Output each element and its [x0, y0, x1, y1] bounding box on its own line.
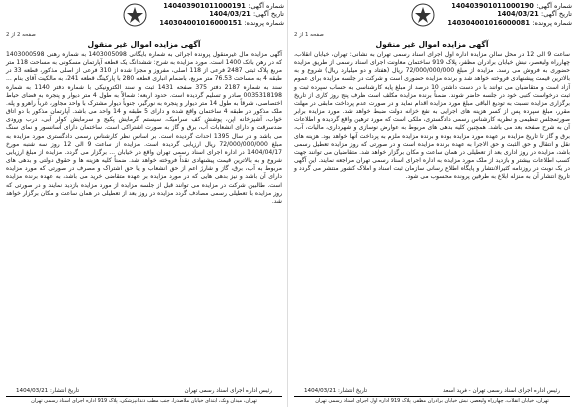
notice-body: آگهی مزایده مال غیرمنقول پرونده اجرائی به شماره بایگانی 1403005098 به شماره رهنی 1403000598 که در رهن بانک 1400 است. مورد مزایده به شرح: ششدانگ یک قطعه آپارتمان مسکونی به مساحت 118 متر مربع پلاک ثبتی 2487 فرعی از 118 اصلی، مفروز و مجزا شده از 310 فرعی از اصلی مذکور، قطعه 33 در طبقه 4 به مساحت 76.53 متر مربع، باضمام انباری قطعه 280 با پارکینگ قطعه 241، به مالکیت آقای بنام ... سند به شماره 2187 دفتر 375 صفحه 1431 ثبت و سند الکترونیکی با شماره دفتر 1140 به شماره 0035318198 صادر و تسلیم گردیده است. حدود اربعه: شمالاً به طول 4 متر دیوار و پنجره به فضای حیاط اختصاصی، شرقاً به طول 14 متر دیوار و پنجره به نورگیر، جنوباً دیوار مشترک با واحد مجاور، غرباً راهرو و پله. ملک مذکور در طبقه 4 ساختمان واقع شده و دارای 5 طبقه و 14 واحد می باشد. آپارتمان مذکور با دو اتاق خواب، آشپزخانه اپن، پوشش کف سرامیک، سیستم گرمایش پکیج و سرمایش کولر آبی، درب ورودی ضدسرقت و دارای انشعابات آب، برق و گاز به صورت اشتراکی است. ساختمان دارای آسانسور و نمای سنگ می باشد و در سال 1395 احداث گردیده است. بر اساس نظر کارشناس رسمی دادگستری مورد مزایده به مبلغ 72/000/000/000 ریال ارزیابی گردیده است. مزایده از ساعت 9 الی 12 روز سه شنبه مورخ 1404/04/17 در اداره اجرای اسناد رسمی تهران واقع در خیابان ... برگزار می گردد. مزایده از مبلغ ارزیابی شروع و به بالاترین قیمت پیشنهادی نقداً فروخته خواهد شد. ضمناً کلیه هزینه ها و حقوق دولتی و بدهی های مربوط به آب، برق، گاز و شارژ اعم از حق انشعاب و یا حق اشتراک و مصرف در صورتی که مورد مزایده دارای آن باشد و نیز بدهی هایی که در مورد مزایده بر عهده متقاضی خرید می باشد، به عهده برنده مزایده است. طالبین شرکت در مزایده می توانند قبل از جلسه مزایده از مورد مزایده بازدید نمایند و در صورتی که روز مزایده با تعطیلی رسمی مصادف گردد مزایده در روز بعد از تعطیلی در همان ساعت و مکان برگزار خواهد شد. — [6, 51, 283, 205]
case-number: 140304001016000151 — [159, 18, 242, 27]
page-number: صفحه 1 از 2 — [294, 32, 324, 38]
page-divider — [287, 0, 288, 407]
page-number: صفحه 2 از 2 — [6, 32, 36, 38]
notice-date: 1404/03/21 — [497, 10, 539, 19]
page-header — [290, 0, 574, 40]
notice-number: 140403901011000190 — [451, 2, 534, 10]
notice-meta: شماره آگهی: 140403901011000191 تاریخ آگهی: 1404/03/21 شماره پرونده: 140304001016000151 — [159, 2, 284, 27]
footer-address: تهران، خیابان انقلاب، چهارراه ولیعصر، نبش خیابان برادران مظفر، پلاک 919 اداره اول اجرای اسناد رسمی تهران — [294, 396, 570, 404]
signature-title: رئیس اداره اجرای اسناد رسمی تهران — [184, 388, 272, 394]
notice-body: ساعت 9 الی 12 در محل سالن مزایده اداره اول اجرای اسناد رسمی تهران به نشانی: تهران، خیابان انقلاب، چهارراه ولیعصر، نبش خیابان برادران مظفر، پلاک 919 ساختمان معاونت اجرای اسناد رسمی از طریق مزایده حضوری به فروش می رسد. مزایده از مبلغ 72/000/000/000 ریال (هفتاد و دو میلیارد ریال) شروع و به بالاترین قیمت پیشنهادی فروخته خواهد شد و برنده مزایده حضوری است و شرکت در جلسه مزایده برای عموم آزاد است و متقاضیان می توانند با در دست داشتن 10 درصد از مبلغ پایه کارشناسی به حساب سپرده ثبت و ثبت درخواست کتبی خود در جلسه حاضر شوند. ضمناً برنده مزایده مکلف است ظرف پنج روز کاری از تاریخ برگزاری مزایده نسبت به تودیع الباقی مبلغ مورد مزایده اقدام نماید و در صورت عدم پرداخت مابقی در مهلت مقرر، مبلغ سپرده پس از کسر هزینه های اجرایی به نفع خزانه دولت ضبط خواهد شد. مورد مزایده برابر صورتمجلس تنظیمی و نظریه کارشناس رسمی دادگستری، ملکی است که مورد ترهین واقع گردیده و اطلاعات آن به شرح صفحه بعد می باشد. همچنین کلیه بدهی های مربوط به عوارض نوسازی و شهرداری، مالیات، آب، برق و گاز تا تاریخ مزایده بر عهده مورد مزایده بوده و برنده مزایده ملزم به پرداخت آنها خواهد بود. هزینه های نقل و انتقال و حق الثبت و حق الاجرا به عهده برنده مزایده است و در صورتی که روز مزایده تعطیل رسمی باشد، مزایده در روز اداری بعد از تعطیلی در همان ساعت و مکان برگزار خواهد شد. متقاضیان می توانند جهت کسب اطلاعات بیشتر و بازدید از ملک مورد مزایده به اداره اجرای اسناد رسمی تهران مراجعه نمایند. این آگهی در یک نوبت در روزنامه کثیرالانتشار و پایگاه اطلاع رسانی سازمان ثبت اسناد و املاک کشور منتشر می گردد و تاریخ انتشار آن به منزله ابلاغ به طرفین پرونده محسوب می شود. — [294, 51, 570, 181]
notice-meta: شماره آگهی: 140403901011000190 تاریخ آگهی: 1404/03/21 شماره پرونده: 140304001016000081 — [447, 2, 572, 27]
page-title: آگهی مزایده اموال غیر منقول — [375, 40, 489, 49]
document-page-2 — [2, 0, 286, 407]
case-number: 140304001016000081 — [447, 18, 530, 27]
notice-number: 140403901011000191 — [163, 2, 246, 10]
emblem-icon — [410, 2, 436, 28]
page-footer — [2, 388, 286, 404]
publish-date: تاریخ انتشار: 1404/03/21 — [304, 388, 368, 394]
notice-date: 1404/03/21 — [209, 10, 251, 19]
publish-date: تاریخ انتشار: 1404/03/21 — [16, 388, 80, 394]
document-page-1 — [290, 0, 574, 407]
page-header — [2, 0, 286, 40]
page-footer — [290, 388, 574, 404]
emblem-icon — [122, 2, 148, 28]
footer-address: تهران، میدان ونک، ابتدای خیابان ملاصدرا، جنب مطب دندانپزشکی، پلاک 919 اداره اجرای اسناد رسمی تهران — [6, 396, 282, 404]
signature-title: رئیس اداره اجرای اسناد رسمی تهران - فرید اسعد — [442, 388, 560, 394]
page-title: آگهی مزایده اموال غیر منقول — [87, 40, 201, 49]
